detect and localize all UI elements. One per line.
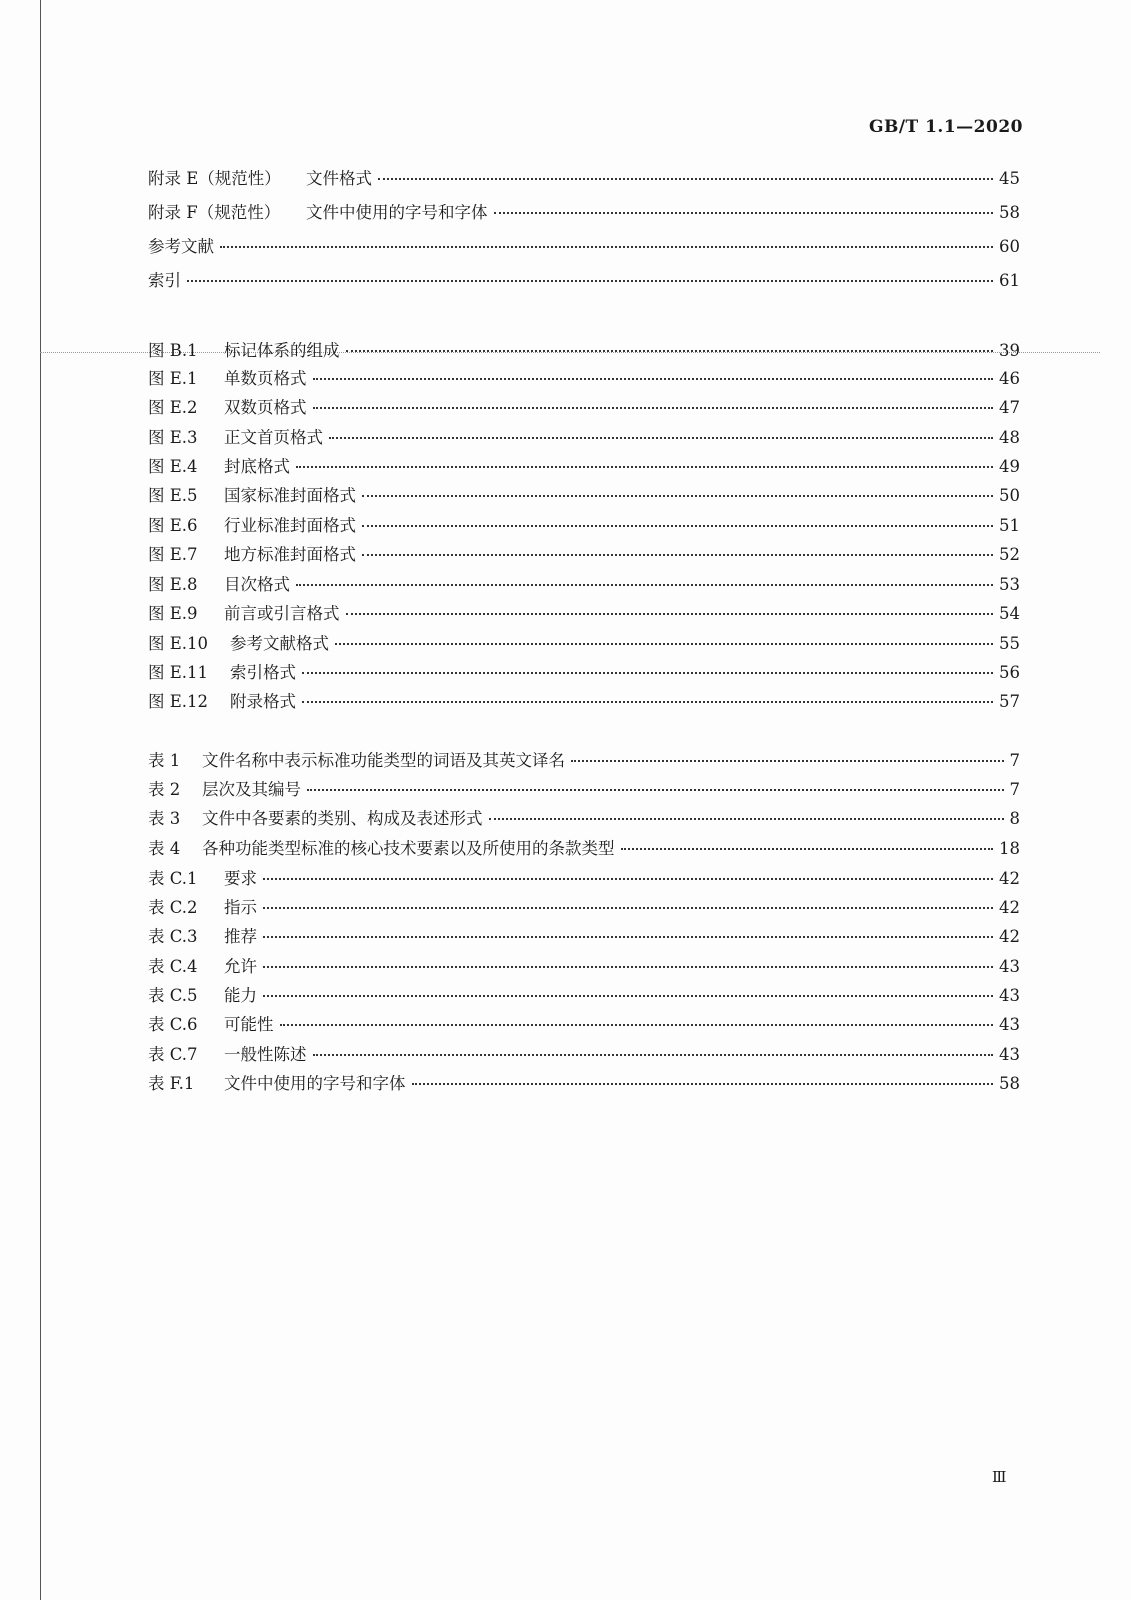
toc-entry-title: 能力 [224, 986, 257, 1005]
dot-leader [280, 1024, 994, 1026]
toc-entry-page: 51 [999, 516, 1020, 535]
dot-leader [187, 280, 993, 282]
page-number-footer: Ⅲ [992, 1468, 1007, 1486]
toc-entry-label: 表 1 [148, 751, 181, 770]
dot-leader [571, 760, 1004, 762]
toc-entry-label: 图 E.5 [148, 486, 198, 505]
dot-leader [302, 672, 993, 674]
toc-entry-table[interactable] [148, 808, 1020, 830]
toc-entry-page: 43 [999, 1045, 1020, 1064]
toc-entry-label: 表 C.3 [148, 927, 198, 946]
toc-entry-title: 封底格式 [224, 457, 290, 476]
toc-entry-title: 参考文献格式 [230, 634, 329, 653]
toc-entry-label: 表 C.6 [148, 1015, 198, 1034]
toc-entry-label: 表 4 [148, 839, 181, 858]
toc-entry-figure[interactable] [148, 340, 1020, 362]
dot-leader [307, 789, 1004, 791]
toc-entry-title: 各种功能类型标准的核心技术要素以及所使用的条款类型 [202, 839, 615, 858]
toc-entry-title: 一般性陈述 [224, 1045, 307, 1064]
dot-leader [346, 613, 994, 615]
toc-entry-label: 图 E.4 [148, 457, 198, 476]
dot-leader [494, 212, 994, 214]
toc-entry-label: 表 C.5 [148, 986, 198, 1005]
toc-entry-label: 附录 F（规范性） [148, 203, 281, 222]
toc-entry-label: 表 F.1 [148, 1074, 195, 1093]
toc-entry-page: 53 [999, 575, 1020, 594]
toc-entry-label: 附录 E（规范性） [148, 169, 281, 188]
standard-code-header: GB/T 1.1—2020 [868, 117, 1023, 137]
toc-entry-title: 文件格式 [306, 169, 372, 188]
toc-entry-title: 标记体系的组成 [224, 341, 340, 360]
toc-entry-figure[interactable] [148, 603, 1020, 625]
dot-leader [263, 936, 993, 938]
toc-entry-label: 图 E.12 [148, 692, 209, 711]
toc-entry-figure[interactable] [148, 427, 1020, 449]
toc-entry-label: 图 E.11 [148, 663, 209, 682]
toc-entry-page: 8 [1009, 809, 1020, 828]
toc-entry-label: 图 E.3 [148, 428, 198, 447]
dot-leader [263, 907, 993, 909]
dot-leader [263, 966, 993, 968]
toc-entry-page: 48 [999, 428, 1020, 447]
toc-entry-title: 可能性 [224, 1015, 274, 1034]
toc-entry-table[interactable] [148, 750, 1020, 772]
toc-entry-label: 图 E.2 [148, 398, 198, 417]
dot-leader [412, 1083, 994, 1085]
toc-entry-label: 表 3 [148, 809, 181, 828]
dot-leader [313, 378, 994, 380]
dot-leader [302, 701, 993, 703]
toc-entry-page: 7 [1009, 751, 1020, 770]
binding-edge-line [40, 0, 41, 1600]
toc-entry-figure[interactable] [148, 485, 1020, 507]
toc-entry-label: 图 B.1 [148, 341, 198, 360]
toc-entry-page: 52 [999, 545, 1020, 564]
toc-entry-page: 7 [1009, 780, 1020, 799]
toc-entry-label: 表 2 [148, 780, 181, 799]
toc-entry-table[interactable] [148, 1014, 1020, 1036]
toc-entry-title: 允许 [224, 957, 257, 976]
toc-entry-title: 双数页格式 [224, 398, 307, 417]
toc-entry-title: 索引格式 [230, 663, 296, 682]
toc-entry-page: 42 [999, 869, 1020, 888]
toc-entry-title: 要求 [224, 869, 257, 888]
toc-entry-page: 43 [999, 1015, 1020, 1034]
toc-entry-table[interactable] [148, 985, 1020, 1007]
dot-leader [489, 818, 1004, 820]
toc-entry-figure[interactable] [148, 456, 1020, 478]
toc-entry-page: 46 [999, 369, 1020, 388]
toc-entry-title: 文件中使用的字号和字体 [306, 203, 488, 222]
toc-entry-title: 正文首页格式 [224, 428, 323, 447]
toc-entry-title: 参考文献 [148, 237, 214, 256]
dot-leader [362, 495, 993, 497]
toc-entry-title: 层次及其编号 [202, 780, 301, 799]
dot-leader [362, 554, 993, 556]
dot-leader [313, 1054, 994, 1056]
dot-leader [329, 437, 993, 439]
toc-entry-title: 附录格式 [230, 692, 296, 711]
toc-entry-table[interactable] [148, 779, 1020, 801]
toc-entry-title: 指示 [224, 898, 257, 917]
dot-leader [346, 350, 994, 352]
toc-entry-bibliography[interactable] [148, 236, 1020, 258]
toc-entry-figure[interactable] [148, 574, 1020, 596]
toc-entry-page: 39 [999, 341, 1020, 360]
toc-entry-figure[interactable] [148, 662, 1020, 684]
toc-entry-title: 文件中各要素的类别、构成及表述形式 [202, 809, 483, 828]
dot-leader [263, 878, 993, 880]
dot-leader [263, 995, 993, 997]
toc-entry-page: 57 [999, 692, 1020, 711]
toc-entry-title: 单数页格式 [224, 369, 307, 388]
toc-entry-page: 42 [999, 927, 1020, 946]
dot-leader [220, 246, 993, 248]
toc-entry-label: 图 E.7 [148, 545, 198, 564]
toc-entry-title: 前言或引言格式 [224, 604, 340, 623]
toc-entry-label: 表 C.1 [148, 869, 198, 888]
dot-leader [296, 466, 993, 468]
toc-entry-page: 43 [999, 986, 1020, 1005]
dot-leader [335, 643, 993, 645]
toc-entry-label: 图 E.8 [148, 575, 198, 594]
toc-entry-title: 推荐 [224, 927, 257, 946]
toc-entry-title: 索引 [148, 271, 181, 290]
toc-entry-page: 50 [999, 486, 1020, 505]
toc-entry-table[interactable] [148, 897, 1020, 919]
toc-entry-page: 42 [999, 898, 1020, 917]
dot-leader [362, 525, 993, 527]
toc-entry-table[interactable] [148, 838, 1020, 860]
toc-entry-page: 49 [999, 457, 1020, 476]
toc-entry-index[interactable] [148, 270, 1020, 292]
toc-entry-table[interactable] [148, 926, 1020, 948]
toc-entry-page: 58 [999, 1074, 1020, 1093]
toc-entry-page: 61 [999, 271, 1020, 290]
toc-entry-title: 地方标准封面格式 [224, 545, 356, 564]
toc-entry-page: 58 [999, 203, 1020, 222]
dot-leader [378, 178, 993, 180]
toc-entry-table[interactable] [148, 1044, 1020, 1066]
dot-leader [621, 848, 994, 850]
toc-entry-page: 18 [999, 839, 1020, 858]
toc-entry-table[interactable] [148, 868, 1020, 890]
toc-entry-label: 图 E.10 [148, 634, 209, 653]
toc-entry-label: 表 C.2 [148, 898, 198, 917]
toc-entry-title: 国家标准封面格式 [224, 486, 356, 505]
toc-entry-appendix-f[interactable] [148, 202, 1020, 224]
dot-leader [313, 407, 994, 409]
toc-entry-figure[interactable] [148, 397, 1020, 419]
toc-entry-title: 文件名称中表示标准功能类型的词语及其英文译名 [202, 751, 565, 770]
toc-entry-table[interactable] [148, 956, 1020, 978]
toc-entry-page: 60 [999, 237, 1020, 256]
toc-entry-title: 文件中使用的字号和字体 [224, 1074, 406, 1093]
dot-leader [296, 584, 993, 586]
toc-entry-appendix-e[interactable] [148, 168, 1020, 190]
toc-entry-label: 图 E.1 [148, 369, 198, 388]
toc-entry-label: 图 E.6 [148, 516, 198, 535]
toc-entry-page: 45 [999, 169, 1020, 188]
toc-entry-figure[interactable] [148, 544, 1020, 566]
toc-entry-page: 56 [999, 663, 1020, 682]
toc-entry-title: 目次格式 [224, 575, 290, 594]
toc-entry-figure[interactable] [148, 368, 1020, 390]
toc-entry-figure[interactable] [148, 633, 1020, 655]
toc-entry-label: 图 E.9 [148, 604, 198, 623]
toc-entry-page: 55 [999, 634, 1020, 653]
toc-entry-page: 47 [999, 398, 1020, 417]
toc-entry-figure[interactable] [148, 691, 1020, 713]
toc-entry-table[interactable] [148, 1073, 1020, 1095]
toc-entry-title: 行业标准封面格式 [224, 516, 356, 535]
toc-entry-label: 表 C.7 [148, 1045, 198, 1064]
toc-entry-label: 表 C.4 [148, 957, 198, 976]
toc-entry-page: 43 [999, 957, 1020, 976]
toc-entry-page: 54 [999, 604, 1020, 623]
toc-entry-figure[interactable] [148, 515, 1020, 537]
